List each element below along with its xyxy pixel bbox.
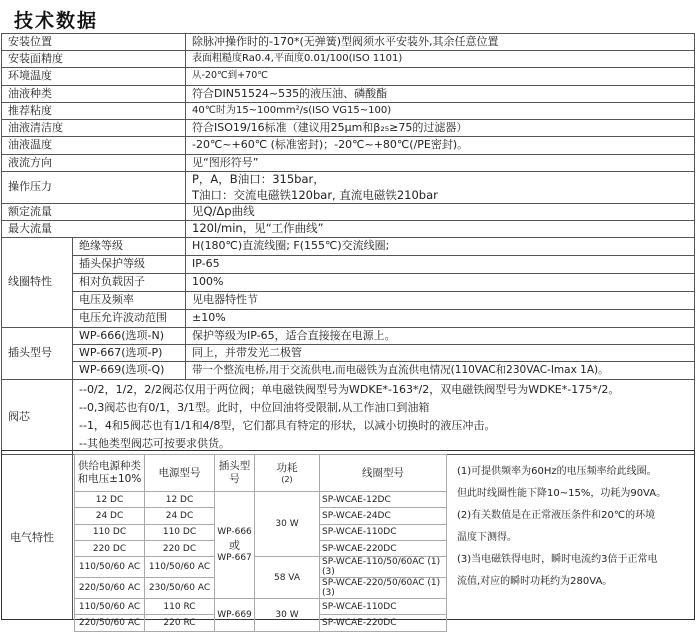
plug-label: 插头型号 [2,328,73,380]
coil-cell: SP-WCAE-110/50/60AC (1) (3) [320,557,447,578]
spool-line: --0,3阀芯也有0/1，3/1型。此时，中位回油将受限制,从工作油口到油箱 [79,400,430,414]
sub-label: WP-666(选项-N) [73,328,186,345]
col-plug: 插头型号 [215,455,255,492]
table-row [2,328,695,345]
note-line: (1)可提供频率为60Hz的电压频率给此线圈。 [457,466,657,477]
power-type-cell: 24 DC [145,508,215,524]
row-label: 油液温度 [2,137,186,155]
sub-label: 插头保护等级 [73,256,186,274]
row-value [186,172,695,204]
sub-value: 带一个整流电桥,用于交流供电,而电磁铁为直流供电情况(110VAC和230VAC-Imax 1A)。 [186,362,695,380]
power-type-cell: 220 DC [145,540,215,556]
power-type-cell: 12 DC [145,492,215,508]
power-header: 功耗 [276,461,298,474]
power-cell: 30 W [255,492,320,557]
page-title: 技术数据 [14,10,99,32]
divider [72,451,73,619]
plug-cell: WP-669 [215,599,255,632]
sub-value: ±10% [186,310,695,328]
electrical-label: 电气特性 [10,531,54,544]
table-row [75,492,447,508]
table-row [2,274,695,292]
table-row [2,120,695,137]
row-label: 油液种类 [2,86,186,103]
plug-or: 或 [229,539,240,553]
coil-cell: SP-WCAE-220DC [320,615,447,631]
supply-cell: 110/50/60 AC [75,599,145,615]
note-line: 流值,对应的瞬时功耗约为280VA。 [457,576,613,587]
plug-cell [215,492,255,599]
table-row [2,256,695,274]
table-row [2,68,695,86]
row-label: 安装面精度 [2,51,186,68]
power-type-cell: 110/50/60 AC [145,557,215,578]
table-row [2,362,695,380]
row-label: 操作压力 [2,172,186,204]
spool-label: 阀芯 [2,380,73,455]
supply-cell: 220 DC [75,540,145,556]
row-label: 油液清洁度 [2,120,186,137]
col-power-type: 电源型号 [145,455,215,492]
plug-a: WP-666 [217,527,252,538]
sub-value: 100% [186,274,695,292]
table-header [75,455,447,492]
supply-cell: 24 DC [75,508,145,524]
row-value: 表面粗糙度Ra0.4,平面度0.01/100(ISO 1101) [186,51,695,68]
power-type-cell: 110 RC [145,599,215,615]
supply-cell: 110/50/60 AC [75,557,145,578]
coil-label: 线圈特性 [2,238,73,328]
table-row [2,34,695,51]
sub-label: WP-667(选项-P) [73,345,186,362]
coil-cell: SP-WCAE-220/50/60AC (1) (3) [320,578,447,599]
coil-cell: SP-WCAE-24DC [320,508,447,524]
power-cell: 58 VA [255,557,320,599]
sub-label: WP-669(选项-Q) [73,362,186,380]
note-line: 温度下测得。 [457,532,517,543]
row-value: 除脉冲操作时的-170*(无弹簧)型阀须水平安装外,其余任意位置 [186,34,695,51]
table-row [2,155,695,172]
power-type-cell: 110 DC [145,524,215,540]
sub-value: IP-65 [186,256,695,274]
table-row [2,86,695,103]
coil-cell: SP-WCAE-12DC [320,492,447,508]
col-coil: 线圈型号 [320,455,447,492]
table-row [2,51,695,68]
spool-line: --1，4和5阀芯也有1/1和4/8型，它们都具有特定的形状，以减小切换时的液压冲击。 [79,418,496,432]
electrical-table [74,454,447,632]
spool-line: --0/2，1/2，2/2阀芯仅用于两位阀；单电磁铁阀型号为WDKE*-163*/2，双电磁铁阀型号为WDKE*-175*/2。 [79,383,620,397]
pressure-line-2: T油口：交流电磁铁120bar, 直流电磁铁210bar [192,187,438,202]
row-label: 安装位置 [2,34,186,51]
sub-value: 同上，并带发光二极管 [186,345,695,362]
sub-label: 相对负载因子 [73,274,186,292]
row-label: 推荐粘度 [2,103,186,120]
note-line: 但此时线圈性能下降10~15%，功耗为90VA。 [457,488,667,499]
table-row [2,137,695,155]
row-label: 液流方向 [2,155,186,172]
coil-cell: SP-WCAE-110DC [320,524,447,540]
table-row [2,172,695,204]
row-value: 40℃时为15~100mm²/s(ISO VG15~100) [186,103,695,120]
table-row [2,103,695,120]
plug-b: WP-667 [217,553,252,564]
table-row [2,310,695,328]
table-row [2,292,695,310]
supply-cell: 220/50/60 AC [75,615,145,631]
supply-cell: 220/50/60 AC [75,578,145,599]
row-value: -20℃~+60℃ (标准密封)；-20℃~+80℃(/PE密封)。 [186,137,695,155]
row-value: 见“图形符号” [186,155,695,172]
pressure-line-1: P，A，B油口：315bar， [192,172,325,186]
table-row [2,204,695,221]
sub-label: 电压允许波动范围 [73,310,186,328]
power-cell: 30 W [255,599,320,632]
col-power [255,455,320,492]
electrical-section [1,450,695,629]
power-type-cell: 220 RC [145,615,215,631]
sub-label: 绝缘等级 [73,238,186,256]
row-value: 120l/min，见“工作曲线” [186,221,695,238]
spool-notes [73,380,695,455]
coil-cell: SP-WCAE-110DC [320,599,447,615]
table-row [2,221,695,238]
row-label: 最大流量 [2,221,186,238]
sub-value: 见电器特性节 [186,292,695,310]
table-row [2,380,695,455]
electrical-notes [457,461,695,593]
supply-cell: 12 DC [75,492,145,508]
table-row [2,345,695,362]
power-type-cell: 230/50/60 AC [145,578,215,599]
supply-cell: 110 DC [75,524,145,540]
coil-cell: SP-WCAE-220DC [320,540,447,556]
row-value: 符合DIN51524~535的液压油、磷酸酯 [186,86,695,103]
row-value: 符合ISO19/16标准（建议用25μm和β₂₅≥75的过滤器） [186,120,695,137]
note-line: (3)当电磁铁得电时，瞬时电流约3倍于正常电 [457,554,658,565]
spool-line: --其他类型阀芯可按要求供货。 [79,436,230,450]
table-row [75,599,447,615]
row-value: 从-20℃到+70℃ [186,68,695,86]
row-label: 环境温度 [2,68,186,86]
row-label: 额定流量 [2,204,186,221]
tech-data-table [1,33,695,455]
row-value: 见Q/Δp曲线 [186,204,695,221]
table-row [75,557,447,578]
sub-label: 电压及频率 [73,292,186,310]
power-note: (2) [281,474,293,484]
note-line: (2)有关数值是在正常液压条件和20℃的环境 [457,510,656,521]
table-row [2,238,695,256]
col-supply: 供给电源种类和电压±10% [75,455,145,492]
sub-value: 保护等级为IP-65，适合直接接在电源上。 [186,328,695,345]
sub-value: H(180℃)直流线圈; F(155℃)交流线圈; [186,238,695,256]
